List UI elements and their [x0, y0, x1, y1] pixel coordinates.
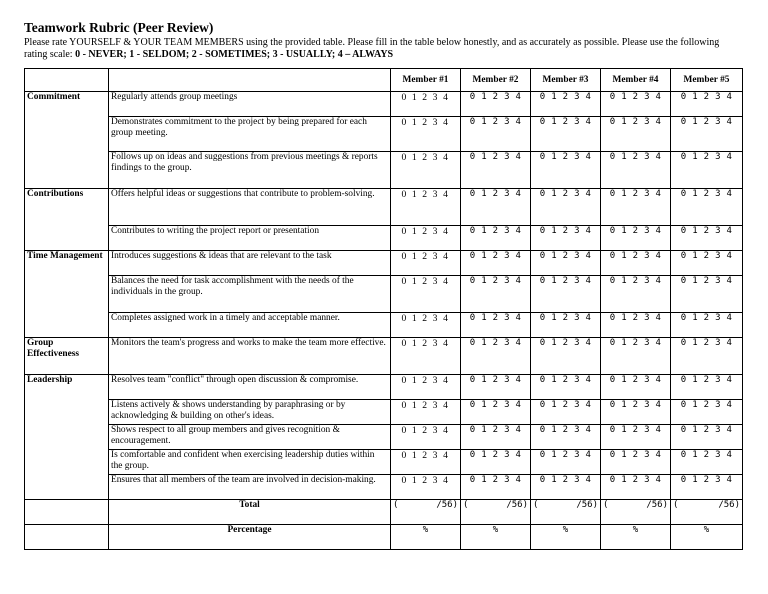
criterion-text: Regularly attends group meetings [109, 92, 391, 117]
total-cell-member-2[interactable] [461, 500, 531, 525]
rating-scale-member-3[interactable]: 0 1 2 3 4 [531, 276, 601, 313]
total-max-score: /56) [576, 500, 598, 510]
rating-scale-member-3[interactable]: 0 1 2 3 4 [531, 92, 601, 117]
criterion-row [25, 475, 743, 500]
rubric-table [24, 68, 743, 550]
rating-scale-member-2[interactable]: 0 1 2 3 4 [461, 475, 531, 500]
rating-scale-member-3[interactable]: 0 1 2 3 4 [531, 425, 601, 450]
criterion-text: Demonstrates commitment to the project by being prepared for each group meeting. [109, 117, 391, 152]
percentage-cell-member-3[interactable]: % [531, 525, 601, 550]
rating-scale-member-1[interactable]: 0 1 2 3 4 [391, 276, 461, 313]
total-open-paren: ( [673, 500, 679, 510]
rating-scale-member-4[interactable]: 0 1 2 3 4 [601, 276, 671, 313]
member-header-5: Member #5 [671, 69, 743, 92]
rating-scale-member-2[interactable]: 0 1 2 3 4 [461, 425, 531, 450]
header-row [25, 69, 743, 92]
rating-scale-member-2[interactable]: 0 1 2 3 4 [461, 400, 531, 425]
rating-scale-member-2[interactable]: 0 1 2 3 4 [461, 226, 531, 251]
rating-scale-member-1[interactable]: 0 1 2 3 4 [391, 375, 461, 400]
rating-scale-member-4[interactable]: 0 1 2 3 4 [601, 226, 671, 251]
rating-scale-member-1[interactable]: 0 1 2 3 4 [391, 338, 461, 375]
rating-scale-member-2[interactable]: 0 1 2 3 4 [461, 375, 531, 400]
criterion-row [25, 313, 743, 338]
total-cell-member-5[interactable] [671, 500, 743, 525]
criterion-row [25, 276, 743, 313]
member-header-3: Member #3 [531, 69, 601, 92]
rating-scale-member-3[interactable]: 0 1 2 3 4 [531, 313, 601, 338]
total-max-score: /56) [646, 500, 668, 510]
percentage-blank [25, 525, 109, 550]
member-header-4: Member #4 [601, 69, 671, 92]
criterion-row [25, 400, 743, 425]
rating-scale-member-5[interactable]: 0 1 2 3 4 [671, 251, 743, 276]
rating-scale-member-1[interactable]: 0 1 2 3 4 [391, 92, 461, 117]
rating-scale-member-5[interactable]: 0 1 2 3 4 [671, 92, 743, 117]
criterion-text: Offers helpful ideas or suggestions that contribute to problem-solving. [109, 189, 391, 226]
rating-scale-member-3[interactable]: 0 1 2 3 4 [531, 450, 601, 475]
rating-scale-member-2[interactable]: 0 1 2 3 4 [461, 450, 531, 475]
category-label: Leadership [25, 375, 109, 500]
rating-scale-member-4[interactable]: 0 1 2 3 4 [601, 400, 671, 425]
rating-scale-member-4[interactable]: 0 1 2 3 4 [601, 189, 671, 226]
total-label: Total [109, 500, 391, 525]
rating-scale-member-1[interactable]: 0 1 2 3 4 [391, 425, 461, 450]
total-open-paren: ( [533, 500, 539, 510]
rating-scale-member-5[interactable]: 0 1 2 3 4 [671, 375, 743, 400]
rating-scale-member-1[interactable]: 0 1 2 3 4 [391, 226, 461, 251]
criterion-text: Introduces suggestions & ideas that are relevant to the task [109, 251, 391, 276]
rating-scale-member-2[interactable]: 0 1 2 3 4 [461, 189, 531, 226]
criterion-row [25, 189, 743, 226]
rating-scale-member-3[interactable]: 0 1 2 3 4 [531, 400, 601, 425]
rating-scale-member-5[interactable]: 0 1 2 3 4 [671, 226, 743, 251]
total-max-score: /56) [506, 500, 528, 510]
criterion-text: Shows respect to all group members and gives recognition & encouragement. [109, 425, 391, 450]
criterion-text: Is comfortable and confident when exercising leadership duties within the group. [109, 450, 391, 475]
rating-scale-text: 0 - NEVER; 1 - SELDOM; 2 - SOMETIMES; 3 - USUALLY; 4 – ALWAYS [75, 49, 394, 60]
percentage-label: Percentage [109, 525, 391, 550]
criterion-row [25, 92, 743, 117]
total-row [25, 500, 743, 525]
rating-scale-member-3[interactable]: 0 1 2 3 4 [531, 189, 601, 226]
total-open-paren: ( [603, 500, 609, 510]
percentage-cell-member-5[interactable]: % [671, 525, 743, 550]
category-label: Time Management [25, 251, 109, 338]
rating-scale-member-3[interactable]: 0 1 2 3 4 [531, 475, 601, 500]
rating-scale-member-5[interactable]: 0 1 2 3 4 [671, 338, 743, 375]
instructions-text: Please rate YOURSELF & YOUR TEAM MEMBERS using the provided table. Please fill in the table below honestly, and as accurately as possible. Please use the following rating scale: [24, 37, 720, 60]
rating-scale-member-3[interactable]: 0 1 2 3 4 [531, 251, 601, 276]
criterion-text: Balances the need for task accomplishment with the needs of the individuals in the group. [109, 276, 391, 313]
total-open-paren: ( [463, 500, 469, 510]
category-label: Contributions [25, 189, 109, 251]
rating-scale-member-3[interactable]: 0 1 2 3 4 [531, 375, 601, 400]
percentage-row [25, 525, 743, 550]
criterion-row [25, 226, 743, 251]
rating-scale-member-4[interactable]: 0 1 2 3 4 [601, 425, 671, 450]
criterion-text: Listens actively & shows understanding by paraphrasing or by acknowledging & building on other's ideas. [109, 400, 391, 425]
rating-scale-member-1[interactable]: 0 1 2 3 4 [391, 475, 461, 500]
rating-scale-member-2[interactable]: 0 1 2 3 4 [461, 338, 531, 375]
total-cell-member-1[interactable] [391, 500, 461, 525]
rating-scale-member-5[interactable]: 0 1 2 3 4 [671, 450, 743, 475]
rating-scale-member-2[interactable]: 0 1 2 3 4 [461, 251, 531, 276]
rating-scale-member-5[interactable]: 0 1 2 3 4 [671, 425, 743, 450]
rating-scale-member-4[interactable]: 0 1 2 3 4 [601, 251, 671, 276]
criterion-text: Contributes to writing the project report or presentation [109, 226, 391, 251]
total-cell-member-3[interactable] [531, 500, 601, 525]
criterion-row [25, 152, 743, 189]
rating-scale-member-5[interactable]: 0 1 2 3 4 [671, 400, 743, 425]
rating-scale-member-4[interactable]: 0 1 2 3 4 [601, 450, 671, 475]
percentage-cell-member-1[interactable]: % [391, 525, 461, 550]
total-max-score: /56) [718, 500, 740, 510]
criterion-text: Ensures that all members of the team are involved in decision-making. [109, 475, 391, 500]
total-cell-member-4[interactable] [601, 500, 671, 525]
category-label: Group Effectiveness [25, 338, 109, 375]
rating-scale-member-3[interactable]: 0 1 2 3 4 [531, 152, 601, 189]
total-open-paren: ( [393, 500, 399, 510]
member-header-2: Member #2 [461, 69, 531, 92]
rating-scale-member-4[interactable]: 0 1 2 3 4 [601, 152, 671, 189]
criterion-row [25, 450, 743, 475]
percentage-cell-member-4[interactable]: % [601, 525, 671, 550]
rating-scale-member-3[interactable]: 0 1 2 3 4 [531, 117, 601, 152]
rating-scale-member-2[interactable]: 0 1 2 3 4 [461, 92, 531, 117]
blank-header-criterion [109, 69, 391, 92]
rating-scale-member-4[interactable]: 0 1 2 3 4 [601, 313, 671, 338]
rating-scale-member-1[interactable]: 0 1 2 3 4 [391, 117, 461, 152]
instructions [24, 37, 744, 61]
rating-scale-member-1[interactable]: 0 1 2 3 4 [391, 450, 461, 475]
total-max-score: /56) [436, 500, 458, 510]
member-header-1: Member #1 [391, 69, 461, 92]
criterion-text: Follows up on ideas and suggestions from previous meetings & reports findings to the group. [109, 152, 391, 189]
rating-scale-member-3[interactable]: 0 1 2 3 4 [531, 338, 601, 375]
rating-scale-member-2[interactable]: 0 1 2 3 4 [461, 276, 531, 313]
rating-scale-member-4[interactable]: 0 1 2 3 4 [601, 92, 671, 117]
rating-scale-member-5[interactable]: 0 1 2 3 4 [671, 152, 743, 189]
criterion-text: Monitors the team's progress and works to make the team more effective. [109, 338, 391, 375]
criterion-text: Resolves team "conflict" through open discussion & compromise. [109, 375, 391, 400]
rating-scale-member-5[interactable]: 0 1 2 3 4 [671, 475, 743, 500]
rating-scale-member-4[interactable]: 0 1 2 3 4 [601, 375, 671, 400]
rating-scale-member-2[interactable]: 0 1 2 3 4 [461, 117, 531, 152]
percentage-cell-member-2[interactable]: % [461, 525, 531, 550]
criterion-row [25, 338, 743, 375]
rating-scale-member-4[interactable]: 0 1 2 3 4 [601, 475, 671, 500]
criterion-row [25, 251, 743, 276]
criterion-text: Completes assigned work in a timely and acceptable manner. [109, 313, 391, 338]
rating-scale-member-3[interactable]: 0 1 2 3 4 [531, 226, 601, 251]
rating-scale-member-5[interactable]: 0 1 2 3 4 [671, 117, 743, 152]
rubric-body [25, 92, 743, 550]
criterion-row [25, 425, 743, 450]
rating-scale-member-5[interactable]: 0 1 2 3 4 [671, 189, 743, 226]
criterion-row [25, 117, 743, 152]
rating-scale-member-1[interactable]: 0 1 2 3 4 [391, 152, 461, 189]
rubric-page [24, 20, 744, 61]
rating-scale-member-2[interactable]: 0 1 2 3 4 [461, 313, 531, 338]
category-label: Commitment [25, 92, 109, 189]
page-title: Teamwork Rubric (Peer Review) [24, 20, 214, 35]
rating-scale-member-5[interactable]: 0 1 2 3 4 [671, 313, 743, 338]
rating-scale-member-4[interactable]: 0 1 2 3 4 [601, 117, 671, 152]
rating-scale-member-1[interactable]: 0 1 2 3 4 [391, 313, 461, 338]
rating-scale-member-4[interactable]: 0 1 2 3 4 [601, 338, 671, 375]
rating-scale-member-5[interactable]: 0 1 2 3 4 [671, 276, 743, 313]
total-blank [25, 500, 109, 525]
criterion-row [25, 375, 743, 400]
rating-scale-member-1[interactable]: 0 1 2 3 4 [391, 400, 461, 425]
rating-scale-member-2[interactable]: 0 1 2 3 4 [461, 152, 531, 189]
blank-header-category [25, 69, 109, 92]
rating-scale-member-1[interactable]: 0 1 2 3 4 [391, 189, 461, 226]
rating-scale-member-1[interactable]: 0 1 2 3 4 [391, 251, 461, 276]
